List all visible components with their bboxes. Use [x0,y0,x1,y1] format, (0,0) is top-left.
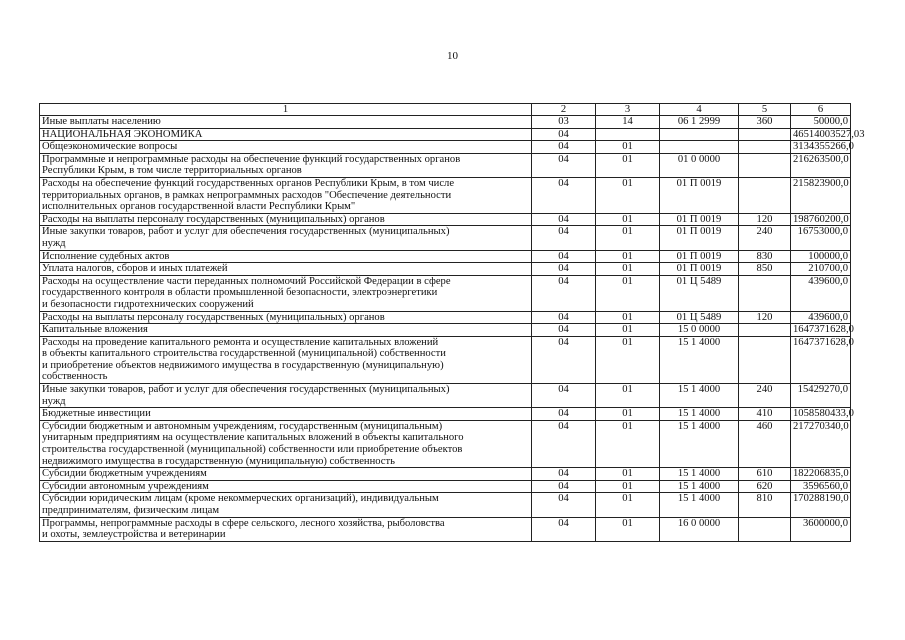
row-section-code: 04 [532,226,596,250]
row-name: НАЦИОНАЛЬНАЯ ЭКОНОМИКА [40,128,532,141]
row-subsection-code: 01 [596,311,660,324]
column-header-3: 3 [596,104,660,116]
row-name: Исполнение судебных актов [40,250,532,263]
table-row [40,226,851,250]
row-target-article: 15 1 4000 [660,420,739,467]
row-section-code: 04 [532,324,596,337]
row-target-article: 15 1 4000 [660,336,739,383]
row-subsection-code: 01 [596,275,660,311]
row-expense-type: 240 [739,384,791,408]
row-name: Расходы на проведение капитального ремонта и осуществление капитальных вложений в объекты капитального строительства государственной (муниципальной) собственности и приобретение объектов недвижимого имущества в государственную (муниципальную) собственность [40,336,532,383]
row-subsection-code: 01 [596,226,660,250]
row-expense-type: 620 [739,480,791,493]
row-target-article: 01 П 0019 [660,213,739,226]
row-subsection-code: 01 [596,517,660,541]
row-amount: 439600,0 [791,275,851,311]
row-subsection-code: 14 [596,116,660,129]
table-row [40,384,851,408]
row-expense-type: 410 [739,408,791,421]
row-name: Иные закупки товаров, работ и услуг для обеспечения государственных (муниципальных) нужд [40,226,532,250]
row-subsection-code: 01 [596,177,660,213]
row-subsection-code: 01 [596,384,660,408]
row-target-article: 01 Ц 5489 [660,311,739,324]
row-amount: 439600,0 [791,311,851,324]
row-section-code: 04 [532,250,596,263]
table-row [40,116,851,129]
row-expense-type [739,324,791,337]
row-subsection-code: 01 [596,250,660,263]
row-name: Уплата налогов, сборов и иных платежей [40,263,532,276]
row-section-code: 04 [532,275,596,311]
row-expense-type: 810 [739,493,791,517]
row-subsection-code: 01 [596,263,660,276]
row-section-code: 04 [532,311,596,324]
row-expense-type: 830 [739,250,791,263]
table-row [40,275,851,311]
table-row [40,517,851,541]
row-name: Капитальные вложения [40,324,532,337]
table-row [40,153,851,177]
row-expense-type [739,153,791,177]
row-subsection-code: 01 [596,336,660,383]
row-subsection-code: 01 [596,468,660,481]
row-amount: 50000,0 [791,116,851,129]
row-target-article: 15 1 4000 [660,384,739,408]
page-number: 10 [447,50,458,62]
row-expense-type: 610 [739,468,791,481]
row-section-code: 04 [532,213,596,226]
row-amount: 217270340,0 [791,420,851,467]
table-row [40,250,851,263]
row-subsection-code: 01 [596,420,660,467]
row-amount: 100000,0 [791,250,851,263]
row-section-code: 04 [532,468,596,481]
table-row [40,213,851,226]
row-name: Субсидии юридическим лицам (кроме некоммерческих организаций), индивидуальным предпринимателям, физическим лицам [40,493,532,517]
row-expense-type: 120 [739,213,791,226]
row-target-article: 15 1 4000 [660,408,739,421]
row-amount: 198760200,0 [791,213,851,226]
row-subsection-code [596,128,660,141]
table-header-row [40,104,851,116]
row-target-article: 15 1 4000 [660,480,739,493]
row-name: Субсидии бюджетным учреждениям [40,468,532,481]
row-expense-type: 850 [739,263,791,276]
row-expense-type [739,336,791,383]
row-section-code: 04 [532,420,596,467]
row-target-article: 01 П 0019 [660,177,739,213]
table-row [40,408,851,421]
table-row [40,141,851,154]
row-expense-type [739,177,791,213]
table-row [40,493,851,517]
row-name: Бюджетные инвестиции [40,408,532,421]
column-header-4: 4 [660,104,739,116]
row-target-article: 01 0 0000 [660,153,739,177]
row-subsection-code: 01 [596,480,660,493]
table-row [40,263,851,276]
row-subsection-code: 01 [596,493,660,517]
row-subsection-code: 01 [596,324,660,337]
row-subsection-code: 01 [596,153,660,177]
row-target-article: 01 П 0019 [660,263,739,276]
row-name: Иные закупки товаров, работ и услуг для обеспечения государственных (муниципальных) нужд [40,384,532,408]
budget-table [39,103,865,542]
row-amount: 1647371628,0 [791,324,851,337]
row-target-article: 06 1 2999 [660,116,739,129]
row-name: Расходы на обеспечение функций государственных органов Республики Крым, в том числе территориальных органов, в рамках непрограммных расходов "Обеспечение деятельности исполнительных органов государственной власти Республики Крым" [40,177,532,213]
row-target-article: 01 Ц 5489 [660,275,739,311]
row-amount: 170288190,0 [791,493,851,517]
row-section-code: 04 [532,263,596,276]
row-expense-type [739,141,791,154]
row-name: Программы, непрограммные расходы в сфере сельского, лесного хозяйства, рыболовства и охоты, землеустройства и ветеринарии [40,517,532,541]
row-name: Иные выплаты населению [40,116,532,129]
column-header-2: 2 [532,104,596,116]
table-row [40,420,851,467]
row-section-code: 04 [532,480,596,493]
row-subsection-code: 01 [596,141,660,154]
row-amount: 216263500,0 [791,153,851,177]
column-header-5: 5 [739,104,791,116]
row-subsection-code: 01 [596,213,660,226]
row-name: Расходы на осуществление части переданных полномочий Российской Федерации в сфере государственного контроля в области промышленной безопасности, электроэнергетики и безопасности гидротехнических сооружений [40,275,532,311]
row-target-article [660,141,739,154]
row-section-code: 04 [532,141,596,154]
row-expense-type [739,128,791,141]
table-row [40,324,851,337]
table-row [40,480,851,493]
row-target-article: 15 0 0000 [660,324,739,337]
row-amount: 3596560,0 [791,480,851,493]
row-amount: 3134355266,0 [791,141,851,154]
row-amount: 210700,0 [791,263,851,276]
row-section-code: 03 [532,116,596,129]
row-target-article: 15 1 4000 [660,468,739,481]
row-section-code: 04 [532,153,596,177]
column-header-1: 1 [40,104,532,116]
row-amount: 215823900,0 [791,177,851,213]
row-amount: 182206835,0 [791,468,851,481]
row-name: Программные и непрограммные расходы на обеспечение функций государственных органов Республики Крым, в том числе территориальных органов [40,153,532,177]
row-target-article: 01 П 0019 [660,226,739,250]
row-name: Субсидии бюджетным и автономным учреждениям, государственным (муниципальным) унитарным предприятиям на осуществление капитальных вложений в объекты капитального строительства государственной (муниципальной) собственности или приобретение объектов недвижимого имущества в государственную (муниципальную) собственность [40,420,532,467]
row-section-code: 04 [532,128,596,141]
row-expense-type: 240 [739,226,791,250]
table-row [40,336,851,383]
table-row [40,468,851,481]
row-section-code: 04 [532,384,596,408]
row-amount: 16753000,0 [791,226,851,250]
row-section-code: 04 [532,336,596,383]
row-name: Расходы на выплаты персоналу государственных (муниципальных) органов [40,213,532,226]
row-amount: 3600000,0 [791,517,851,541]
row-expense-type: 120 [739,311,791,324]
row-amount: 1647371628,0 [791,336,851,383]
row-amount: 1058580433,0 [791,408,851,421]
row-subsection-code: 01 [596,408,660,421]
row-target-article: 16 0 0000 [660,517,739,541]
table-row [40,177,851,213]
row-section-code: 04 [532,177,596,213]
row-target-article: 15 1 4000 [660,493,739,517]
row-name: Общеэкономические вопросы [40,141,532,154]
row-expense-type: 460 [739,420,791,467]
row-target-article [660,128,739,141]
row-section-code: 04 [532,493,596,517]
row-expense-type [739,517,791,541]
row-expense-type [739,275,791,311]
table-row [40,128,851,141]
row-amount: 15429270,0 [791,384,851,408]
row-section-code: 04 [532,408,596,421]
table-row [40,311,851,324]
row-target-article: 01 П 0019 [660,250,739,263]
row-name: Субсидии автономным учреждениям [40,480,532,493]
row-name: Расходы на выплаты персоналу государственных (муниципальных) органов [40,311,532,324]
column-header-6: 6 [791,104,851,116]
row-amount: 46514003527,03 [791,128,851,141]
row-expense-type: 360 [739,116,791,129]
row-section-code: 04 [532,517,596,541]
